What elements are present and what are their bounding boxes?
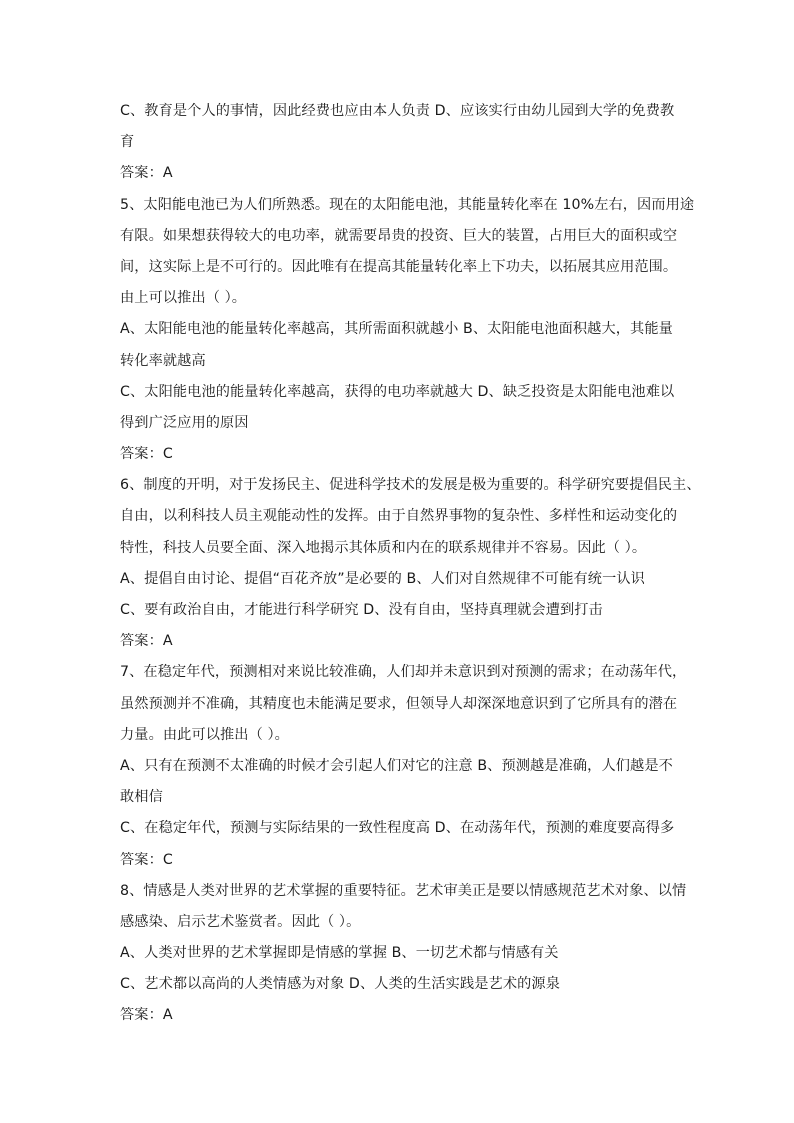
question-5-line-2: 有限。如果想获得较大的电功率，就需要昂贵的投资、巨大的装置，占用巨大的面积或空	[120, 227, 678, 244]
question-7-options-ab-cont: 敢相信	[120, 789, 163, 806]
question-8-line-1: 8、情感是人类对世界的艺术掌握的重要特征。艺术审美正是要以情感规范艺术对象、以情	[120, 882, 687, 899]
question-5-line-3: 间，这实际上是不可行的。因此唯有在提高其能量转化率上下功夫，以拓展其应用范围。	[120, 258, 678, 275]
question-7-line-2: 虽然预测并不准确，其精度也未能满足要求，但领导人却深深地意识到了它所具有的潜在	[120, 695, 678, 712]
answer-q7: 答案：C	[120, 851, 173, 868]
option-line-cd-q4: C、教育是个人的事情，因此经费也应由本人负责 D、应该实行由幼儿园到大学的免费教	[120, 103, 675, 119]
question-7-options-ab: A、只有在预测不太准确的时候才会引起人们对它的注意 B、预测越是准确，人们越是不	[120, 757, 673, 774]
answer-q8: 答案：A	[120, 1007, 173, 1024]
answer-q4: 答案：A	[120, 165, 173, 182]
question-5-options-ab: A、太阳能电池的能量转化率越高，其所需面积就越小 B、太阳能电池面积越大，其能量	[120, 321, 673, 338]
question-8-options-cd: C、艺术都以高尚的人类情感为对象 D、人类的生活实践是艺术的源泉	[120, 976, 560, 993]
document-page	[120, 101, 700, 1037]
question-6-options-ab: A、提倡自由讨论、提倡“百花齐放”是必要的 B、人们对自然规律不可能有统一认识	[120, 570, 645, 587]
question-8-line-2: 感感染、启示艺术鉴赏者。因此（ ）。	[120, 913, 361, 930]
question-5-line-4: 由上可以推出（ ）。	[120, 290, 247, 307]
question-5-options-ab-cont: 转化率就越高	[120, 352, 206, 369]
question-7-line-3: 力量。由此可以推出（ ）。	[120, 726, 289, 743]
question-7-options-cd: C、在稳定年代，预测与实际结果的一致性程度高 D、在动荡年代，预测的难度要高得多	[120, 820, 675, 837]
question-6-line-2: 自由，以利科技人员主观能动性的发挥。由于自然界事物的复杂性、多样性和运动变化的	[120, 508, 678, 525]
answer-q6: 答案：A	[120, 633, 173, 650]
question-5-options-cd-cont: 得到广泛应用的原因	[120, 414, 249, 431]
answer-q5: 答案：C	[120, 446, 173, 463]
question-5-line-1: 5、太阳能电池已为人们所熟悉。现在的太阳能电池，其能量转化率在 10%左右，因而用途	[120, 196, 695, 213]
question-6-options-cd: C、要有政治自由，才能进行科学研究 D、没有自由，坚持真理就会遭到打击	[120, 602, 603, 618]
question-6-line-3: 特性，科技人员要全面、深入地揭示其体质和内在的联系规律并不容易。因此（ ）。	[120, 539, 647, 556]
option-line-continuation: 育	[120, 134, 135, 151]
question-7-line-1: 7、在稳定年代，预测相对来说比较准确，人们却并未意识到对预测的需求；在动荡年代，	[120, 664, 687, 681]
question-6-line-1: 6、制度的开明，对于发扬民主、促进科学技术的发展是极为重要的。科学研究要提倡民主、	[120, 477, 701, 494]
question-5-options-cd: C、太阳能电池的能量转化率越高，获得的电功率就越大 D、缺乏投资是太阳能电池难以	[120, 383, 675, 400]
question-8-options-ab: A、人类对世界的艺术掌握即是情感的掌握 B、一切艺术都与情感有关	[120, 945, 559, 962]
